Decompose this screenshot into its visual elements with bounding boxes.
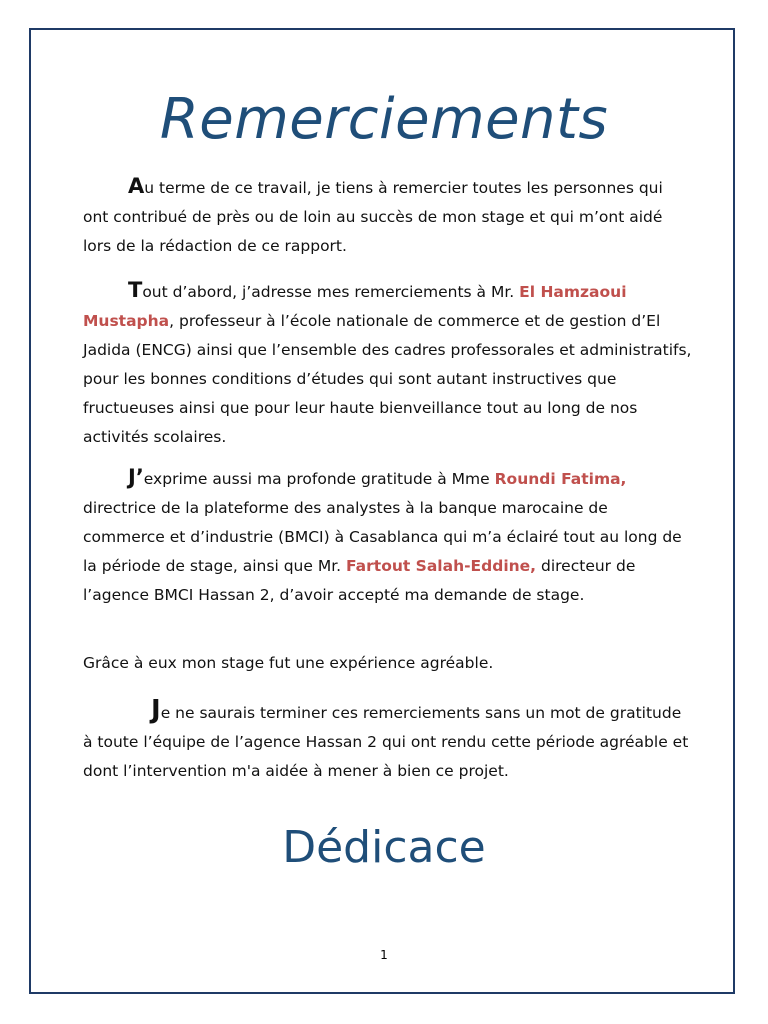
- drop-cap: A: [128, 174, 145, 198]
- paragraph-4: Grâce à eux mon stage fut une expérience agréable.: [83, 654, 494, 672]
- page-title: Remerciements: [159, 87, 609, 152]
- paragraph-1: [83, 172, 693, 261]
- paragraph-text: directeur de l’agence BMCI Hassan 2, d’avoir accepté ma demande de stage.: [83, 557, 636, 604]
- person-name: El Hamzaoui Mustapha: [83, 283, 627, 330]
- paragraph-text: out d’abord, j’adresse mes remerciements à Mr.: [142, 283, 520, 301]
- paragraph-5: [83, 696, 693, 786]
- paragraph-2: [83, 276, 693, 452]
- paragraph-text: e ne saurais terminer ces remerciements sans un mot de gratitude à toute l’équipe de l’agence Hassan 2 qui ont rendu cette période agréable et dont l’intervention m'a aidée à mener à bien ce projet.: [83, 704, 689, 780]
- paragraph-text: , professeur à l’école nationale de commerce et de gestion d’El Jadida (ENCG) ainsi que l’ensemble des cadres professorales et administratifs, pour les bonnes conditions d’études qui sont autant instructives que fructueuses ainsi que pour leur haute bienveillance tout au long de nos activités scolaires.: [83, 312, 692, 446]
- paragraph-text: u terme de ce travail, je tiens à remercier toutes les personnes qui ont contribué de près ou de loin au succès de mon stage et qui m’ont aidé lors de la rédaction de ce rapport.: [83, 179, 663, 255]
- drop-cap: J’: [128, 465, 144, 489]
- paragraph-text: directrice de la plateforme des analystes à la banque marocaine de commerce et d’industrie (BMCI) à Casablanca qui m’a éclairé tout au long de la période de stage, ainsi que Mr.: [83, 499, 682, 575]
- drop-cap: T: [128, 278, 143, 302]
- person-name: Fartout Salah-Eddine,: [346, 557, 537, 575]
- paragraph-3: [83, 463, 693, 610]
- page-number: 1: [380, 948, 388, 962]
- section-heading-dedicace: Dédicace: [282, 822, 486, 873]
- person-name: Roundi Fatima,: [494, 470, 627, 488]
- drop-cap: J: [151, 695, 161, 725]
- paragraph-text: exprime aussi ma profonde gratitude à Mme: [143, 470, 495, 488]
